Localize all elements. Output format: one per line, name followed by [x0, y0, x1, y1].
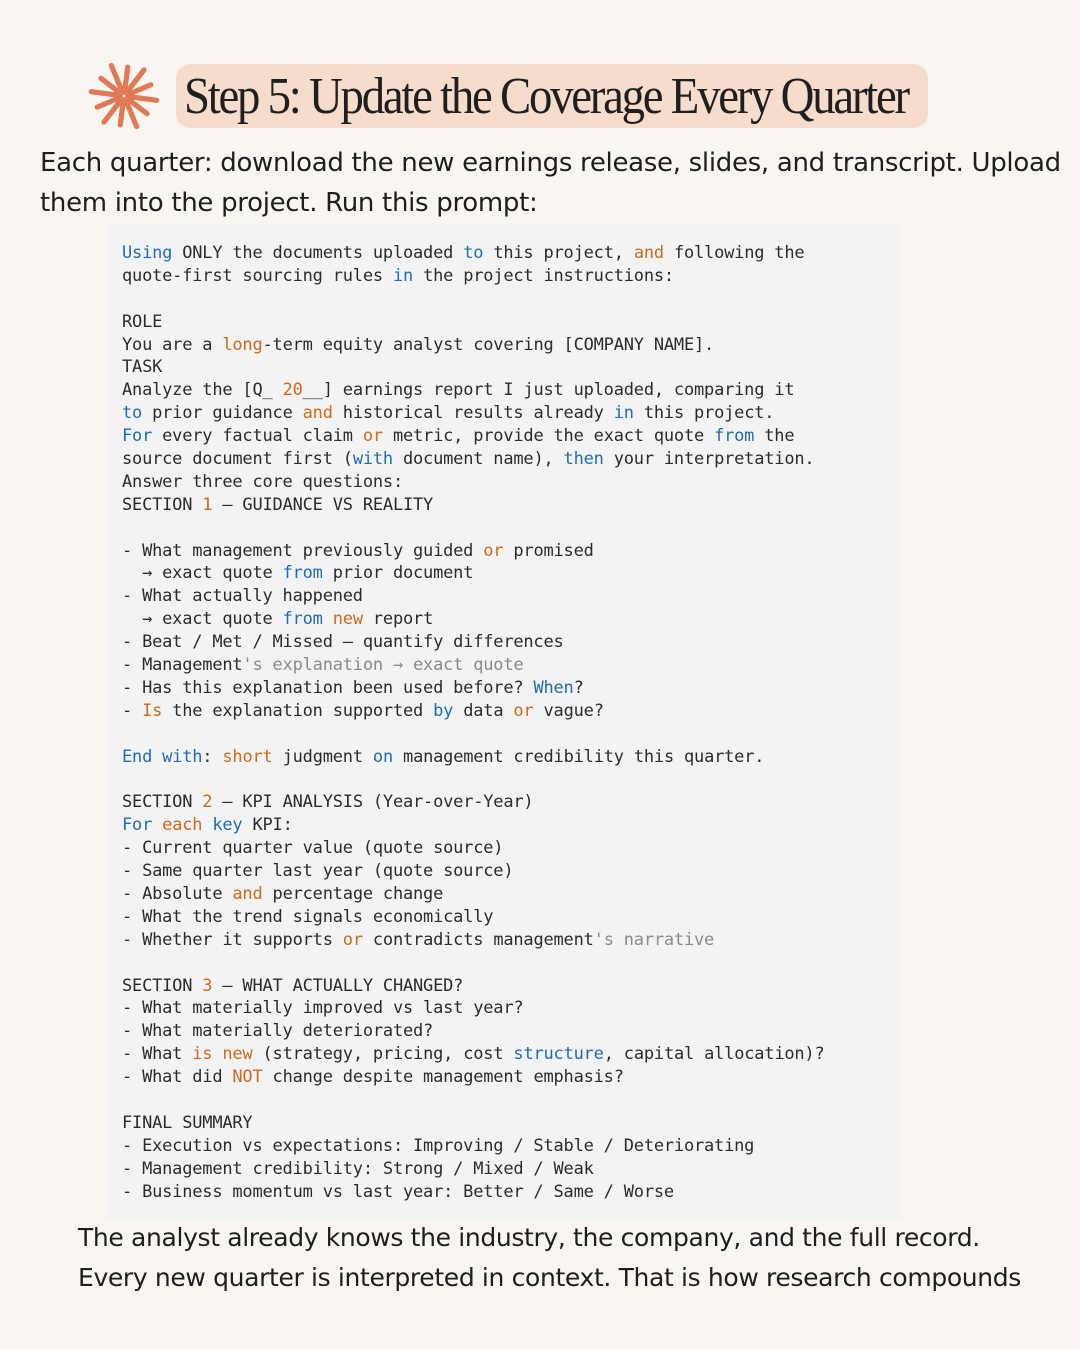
code-line [122, 311, 901, 334]
code-token: metric, provide the exact quote [382, 426, 715, 447]
code-token: then [563, 449, 604, 470]
code-token: document name), [392, 449, 564, 470]
outro-line: Every new quarter is interpreted in context. That is how research compounds [78, 1263, 1021, 1292]
code-line [122, 746, 901, 769]
code-token: For [122, 426, 153, 447]
code-token: SECTION [122, 494, 203, 515]
code-token: with [162, 746, 203, 767]
title-pill [176, 64, 928, 128]
code-token: Answer three core questions: [122, 471, 403, 492]
intro-line: them into the project. Run this prompt: [40, 188, 538, 218]
code-token: percentage change [262, 883, 444, 904]
code-token: - What materially deteriorated? [122, 1021, 434, 1042]
code-token: on [372, 746, 393, 767]
code-token: to [122, 403, 143, 424]
code-line [122, 700, 901, 723]
code-line [122, 1181, 901, 1204]
code-line [122, 1020, 901, 1043]
code-line [122, 356, 901, 379]
code-token: or [513, 700, 534, 721]
code-token: - Execution vs expectations: Improving / Stable / Deteriorating [122, 1135, 755, 1156]
code-token: -term equity analyst covering [COMPANY NAME]. [262, 334, 715, 355]
code-line [122, 1043, 901, 1066]
code-token: Using [122, 243, 173, 263]
code-token: - What [122, 1044, 193, 1065]
code-line [122, 379, 901, 402]
code-token [152, 747, 162, 767]
code-token: new [332, 609, 363, 630]
code-token: in [392, 265, 414, 286]
code-token: → exact quote [122, 609, 283, 630]
code-token: Is [142, 700, 163, 721]
code-token: with [352, 449, 393, 470]
code-token: change despite management emphasis? [262, 1067, 624, 1088]
code-line [122, 723, 901, 746]
code-token: key [212, 815, 243, 836]
code-token: 1 [202, 494, 213, 515]
code-token [212, 1044, 222, 1064]
code-token: 's explanation → exact quote [242, 655, 524, 676]
code-token: - Current quarter value (quote source) [122, 838, 504, 859]
code-line [122, 334, 901, 357]
code-token: promised [503, 540, 594, 561]
code-token: - What did [122, 1067, 233, 1088]
code-line [122, 814, 901, 837]
code-token: or [342, 929, 363, 950]
code-token: from [282, 563, 323, 584]
code-token: new [222, 1044, 253, 1065]
code-line [122, 929, 901, 952]
page-title: Step 5: Update the Coverage Every Quarter [184, 67, 908, 125]
code-line [122, 677, 901, 700]
code-token [152, 815, 162, 835]
intro-line: Each quarter: download the new earnings release, slides, and transcript. Upload [40, 148, 1061, 178]
code-line [122, 1112, 901, 1135]
code-token: FINAL SUMMARY [122, 1112, 253, 1133]
code-line [122, 608, 901, 631]
intro-text [40, 143, 1076, 223]
code-token: from [282, 609, 323, 630]
code-token: __] earnings report I just uploaded, comparing it [302, 380, 795, 401]
code-token: - What the trend signals economically [122, 906, 494, 927]
code-token: - Absolute [122, 883, 233, 904]
outro-text [78, 1218, 1078, 1298]
code-line [122, 242, 901, 265]
code-token: → exact quote [122, 563, 283, 584]
code-token: SECTION [122, 975, 203, 996]
code-token: , capital allocation)? [603, 1044, 825, 1065]
code-token: - Management credibility: Strong / Mixed / Weak [122, 1158, 594, 1179]
code-line [122, 288, 901, 311]
code-token [202, 815, 212, 835]
code-token: the project instructions: [413, 265, 674, 286]
code-line [122, 517, 901, 540]
code-line [122, 1089, 901, 1112]
outro-line: The analyst already knows the industry, the company, and the full record. [78, 1223, 980, 1252]
code-token: You are a [122, 334, 223, 355]
code-token: TASK [122, 357, 163, 378]
code-token: and [302, 403, 333, 424]
code-token: this project. [633, 403, 775, 424]
code-token: - What materially improved vs last year? [122, 998, 524, 1019]
code-line [122, 585, 901, 608]
code-token: quote-first sourcing rules [122, 265, 393, 286]
code-token: following the [663, 243, 805, 263]
code-token: - Whether it supports [122, 929, 343, 950]
code-token: is [192, 1044, 213, 1065]
code-token: KPI: [242, 815, 293, 836]
code-token: - What actually happened [122, 586, 363, 607]
code-token: 2 [202, 792, 213, 813]
code-token: 3 [202, 975, 213, 996]
code-token: and [633, 243, 664, 263]
code-line [122, 860, 901, 883]
code-token: in [613, 403, 634, 424]
code-token: the explanation supported [162, 700, 434, 721]
code-line [122, 1135, 901, 1158]
code-token: SECTION [122, 792, 203, 813]
code-line [122, 494, 901, 517]
code-token: Analyze the [Q_ [122, 380, 283, 401]
code-token: — WHAT ACTUALLY CHANGED? [212, 975, 464, 996]
code-token: your interpretation. [603, 449, 815, 470]
code-token: or [483, 540, 504, 561]
code-token: (strategy, pricing, cost [252, 1044, 514, 1065]
code-token: this project, [483, 243, 634, 263]
code-token: historical results already [332, 403, 614, 424]
code-token: data [453, 700, 514, 721]
code-token: When [533, 677, 574, 698]
code-token: to [463, 243, 484, 263]
code-token: every factual claim [152, 426, 363, 447]
code-token: and [232, 883, 263, 904]
code-token: vague? [533, 700, 604, 721]
code-token: - Same quarter last year (quote source) [122, 861, 514, 882]
header [86, 60, 928, 132]
code-token: - [122, 700, 143, 721]
code-token: structure [513, 1044, 604, 1065]
code-line [122, 837, 901, 860]
code-line [122, 1158, 901, 1181]
code-line [122, 425, 901, 448]
code-token: - Management [122, 655, 243, 676]
code-line [122, 448, 901, 471]
code-token: each [162, 815, 203, 836]
code-token: or [362, 426, 383, 447]
code-line [122, 402, 901, 425]
code-token: contradicts management [362, 929, 594, 950]
code-token: - Beat / Met / Missed — quantify differences [122, 632, 564, 653]
code-token: NOT [232, 1067, 263, 1088]
code-line [122, 906, 901, 929]
code-line [122, 791, 901, 814]
code-token: 's narrative [593, 929, 715, 950]
code-line [122, 952, 901, 975]
code-token: from [714, 426, 755, 447]
code-token [323, 609, 333, 629]
code-token: prior document [322, 563, 474, 584]
code-token: judgment [272, 746, 373, 767]
code-line [122, 768, 901, 791]
code-token: report [362, 609, 434, 630]
code-line [122, 883, 901, 906]
code-line [122, 975, 901, 998]
code-token: — KPI ANALYSIS (Year-over-Year) [212, 792, 534, 813]
code-token: — GUIDANCE VS REALITY [212, 494, 434, 515]
code-token: : [202, 746, 223, 767]
code-line [122, 654, 901, 677]
code-token: ONLY the documents uploaded [172, 243, 464, 263]
code-line [122, 562, 901, 585]
prompt-code-block [107, 224, 901, 1220]
code-line [122, 265, 901, 288]
code-token: management credibility this quarter. [393, 746, 765, 767]
code-token: long [222, 334, 263, 355]
code-token: For [122, 815, 153, 836]
code-token: End [122, 746, 153, 767]
starburst-icon [86, 58, 162, 134]
code-token: the [754, 426, 795, 447]
code-token: ROLE [122, 311, 163, 332]
code-token: ? [573, 677, 584, 698]
code-token: by [433, 700, 454, 721]
code-token: prior guidance [142, 403, 303, 424]
code-token: short [222, 746, 273, 767]
code-token: source document first ( [122, 449, 353, 470]
code-token: - Has this explanation been used before? [122, 677, 534, 698]
code-token: - Business momentum vs last year: Better / Same / Worse [122, 1181, 674, 1202]
code-token: - What management previously guided [122, 540, 484, 561]
code-line [122, 471, 901, 494]
code-token: 20 [282, 380, 303, 401]
code-line [122, 631, 901, 654]
code-line [122, 1066, 901, 1089]
code-line [122, 540, 901, 563]
code-line [122, 997, 901, 1020]
